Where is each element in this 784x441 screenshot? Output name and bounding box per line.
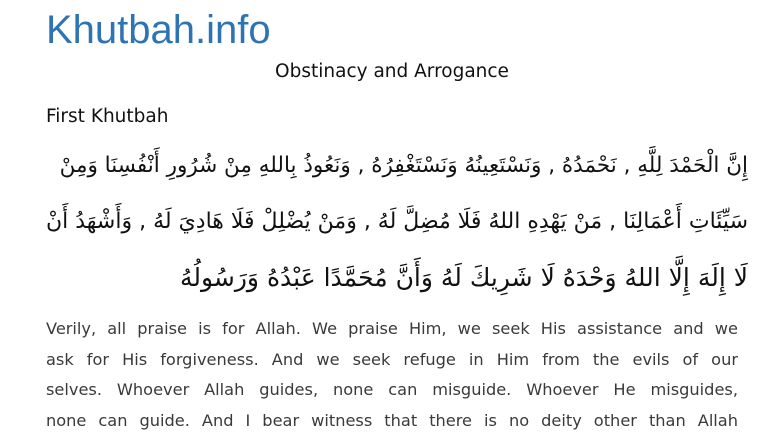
- section-heading: First Khutbah: [46, 106, 169, 127]
- translation-line: ask for His forgiveness. And we seek refuge in Him from the evils of our: [46, 349, 738, 369]
- arabic-text-line: إِنَّ الْحَمْدَ لِلَّهِ , نَحْمَدُهُ , وَنَسْتَعِينُهُ وَنَسْتَغْفِرُهُ , وَنَعُوذُ بِاللهِ مِنْ شُرُورِ أَنْفُسِنَا وَمِنْ: [59, 153, 748, 178]
- site-brand-logo[interactable]: Khutbah.info: [46, 8, 271, 52]
- arabic-text-line: لَا إِلَهَ إِلَّا اللهُ وَحْدَهُ لَا شَرِيكَ لَهُ وَأَنَّ مُحَمَّدًا عَبْدُهُ وَرَسُولُهُ: [179, 263, 748, 292]
- translation-line: Verily, all praise is for Allah. We praise Him, we seek His assistance and we: [46, 319, 738, 338]
- translation-paragraph: [46, 314, 738, 436]
- arabic-text-line: سَيِّئَاتِ أَعْمَالِنَا , مَنْ يَهْدِهِ اللهُ فَلَا مُضِلَّ لَهُ , وَمَنْ يُضْلِلْ فَلَا هَادِيَ لَهُ , وَأَشْهَدُ أَنْ: [46, 209, 748, 234]
- document-title: Obstinacy and Arrogance: [275, 61, 509, 82]
- translation-line: selves. Whoever Allah guides, none can misguide. Whoever He misguides,: [46, 380, 738, 399]
- translation-line: none can guide. And I bear witness that there is no deity other than Allah: [46, 410, 738, 430]
